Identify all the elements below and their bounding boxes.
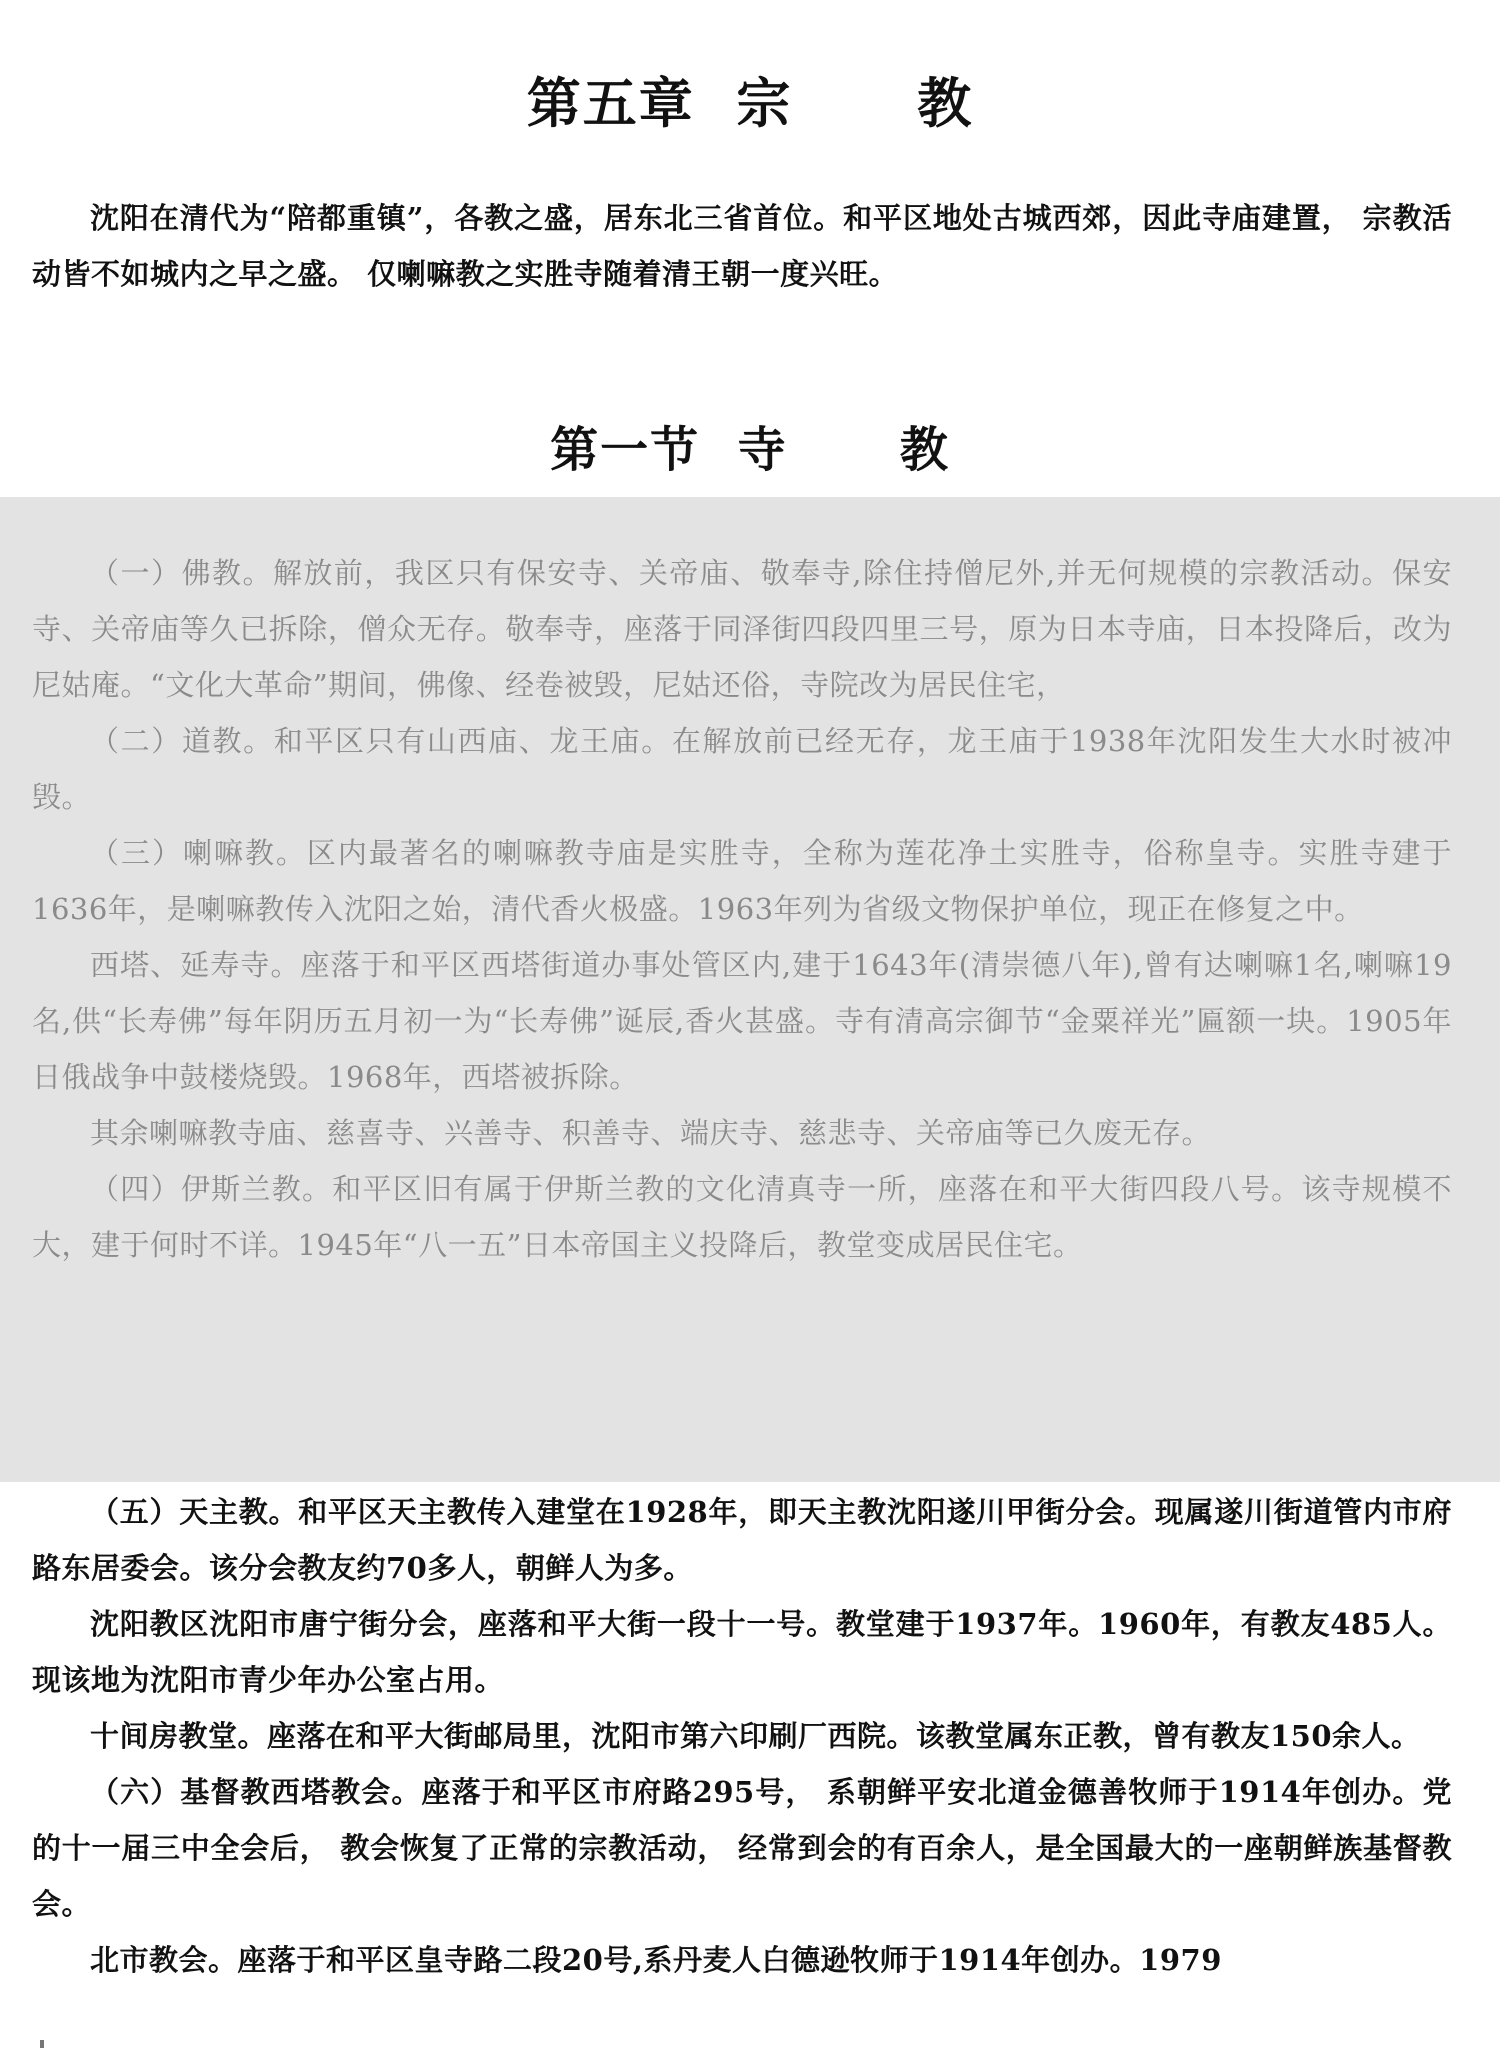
- paragraph-west-pagoda: 西塔、延寿寺。座落于和平区西塔街道办事处管区内,建于1643年(清崇德八年),曾有达喇嘛1名,喇嘛19名,供“长寿佛”每年阴历五月初一为“长寿佛”诞辰,香火甚盛。寺有清高宗御节“金粟祥光”匾额一块。1905年日俄战争中鼓楼烧毁。1968年，西塔被拆除。: [32, 948, 1452, 1094]
- paragraph-shijianfang-church: 十间房教堂。座落在和平大街邮局里，沈阳市第六印刷厂西院。该教堂属东正教，曾有教友150余人。: [90, 1719, 1421, 1753]
- scan-speck: [40, 2040, 44, 2048]
- paragraph-taoism: （二）道教。和平区只有山西庙、龙王庙。在解放前已经无存，龙王庙于1938年沈阳发生大水时被冲毁。: [32, 724, 1452, 814]
- paragraph-lamaism: （三）喇嘛教。区内最著名的喇嘛教寺庙是实胜寺，全称为莲花净土实胜寺，俗称皇寺。实胜寺建于1636年，是喇嘛教传入沈阳之始，清代香火极盛。1963年列为省级文物保护单位，现正在修复之中。: [32, 836, 1452, 926]
- chapter-intro: [32, 190, 1452, 302]
- section-title: 第一节 寺 教: [550, 422, 950, 478]
- paragraph-other-lama-temples: 其余喇嘛教寺庙、慈喜寺、兴善寺、积善寺、端庆寺、慈悲寺、关帝庙等已久废无存。: [90, 1116, 1212, 1150]
- paragraph-catholicism: （五）天主教。和平区天主教传入建堂在1928年，即天主教沈阳遂川甲街分会。现属遂川街道管内市府路东居委会。该分会教友约70多人，朝鲜人为多。: [32, 1495, 1452, 1585]
- paragraph-buddhism: （一）佛教。解放前，我区只有保安寺、关帝庙、敬奉寺,除住持僧尼外,并无何规模的宗教活动。保安寺、关帝庙等久已拆除，僧众无存。敬奉寺，座落于同泽街四段四里三号，原为日本寺庙，日本投降后，改为尼姑庵。“文化大革命”期间，佛像、经卷被毁，尼姑还俗，寺院改为居民住宅，: [32, 556, 1452, 702]
- chapter-title: 第五章 宗 教: [526, 71, 974, 135]
- faded-text-block: [32, 545, 1452, 1273]
- paragraph-islam: （四）伊斯兰教。和平区旧有属于伊斯兰教的文化清真寺一所，座落在和平大街四段八号。该寺规模不大，建于何时不详。1945年“八一五”日本帝国主义投降后，教堂变成居民住宅。: [32, 1172, 1452, 1262]
- paragraph-tangning-street: 沈阳教区沈阳市唐宁街分会，座落和平大街一段十一号。教堂建于1937年。1960年，有教友485人。现该地为沈阳市青少年办公室占用。: [32, 1607, 1452, 1697]
- paragraph-beishi-church: 北市教会。座落于和平区皇寺路二段20号,系丹麦人白德逊牧师于1914年创办。1979: [90, 1943, 1222, 1977]
- lower-text-block: [32, 1484, 1452, 1988]
- intro-paragraph: 沈阳在清代为“陪都重镇”，各教之盛，居东北三省首位。和平区地处古城西郊，因此寺庙建置， 宗教活动皆不如城内之早之盛。 仅喇嘛教之实胜寺随着清王朝一度兴旺。: [32, 201, 1452, 291]
- paragraph-protestantism: （六）基督教西塔教会。座落于和平区市府路295号， 系朝鲜平安北道金德善牧师于1914年创办。党的十一届三中全会后， 教会恢复了正常的宗教活动， 经常到会的有百余人，是全国最大的一座朝鲜族基督教会。: [32, 1775, 1452, 1921]
